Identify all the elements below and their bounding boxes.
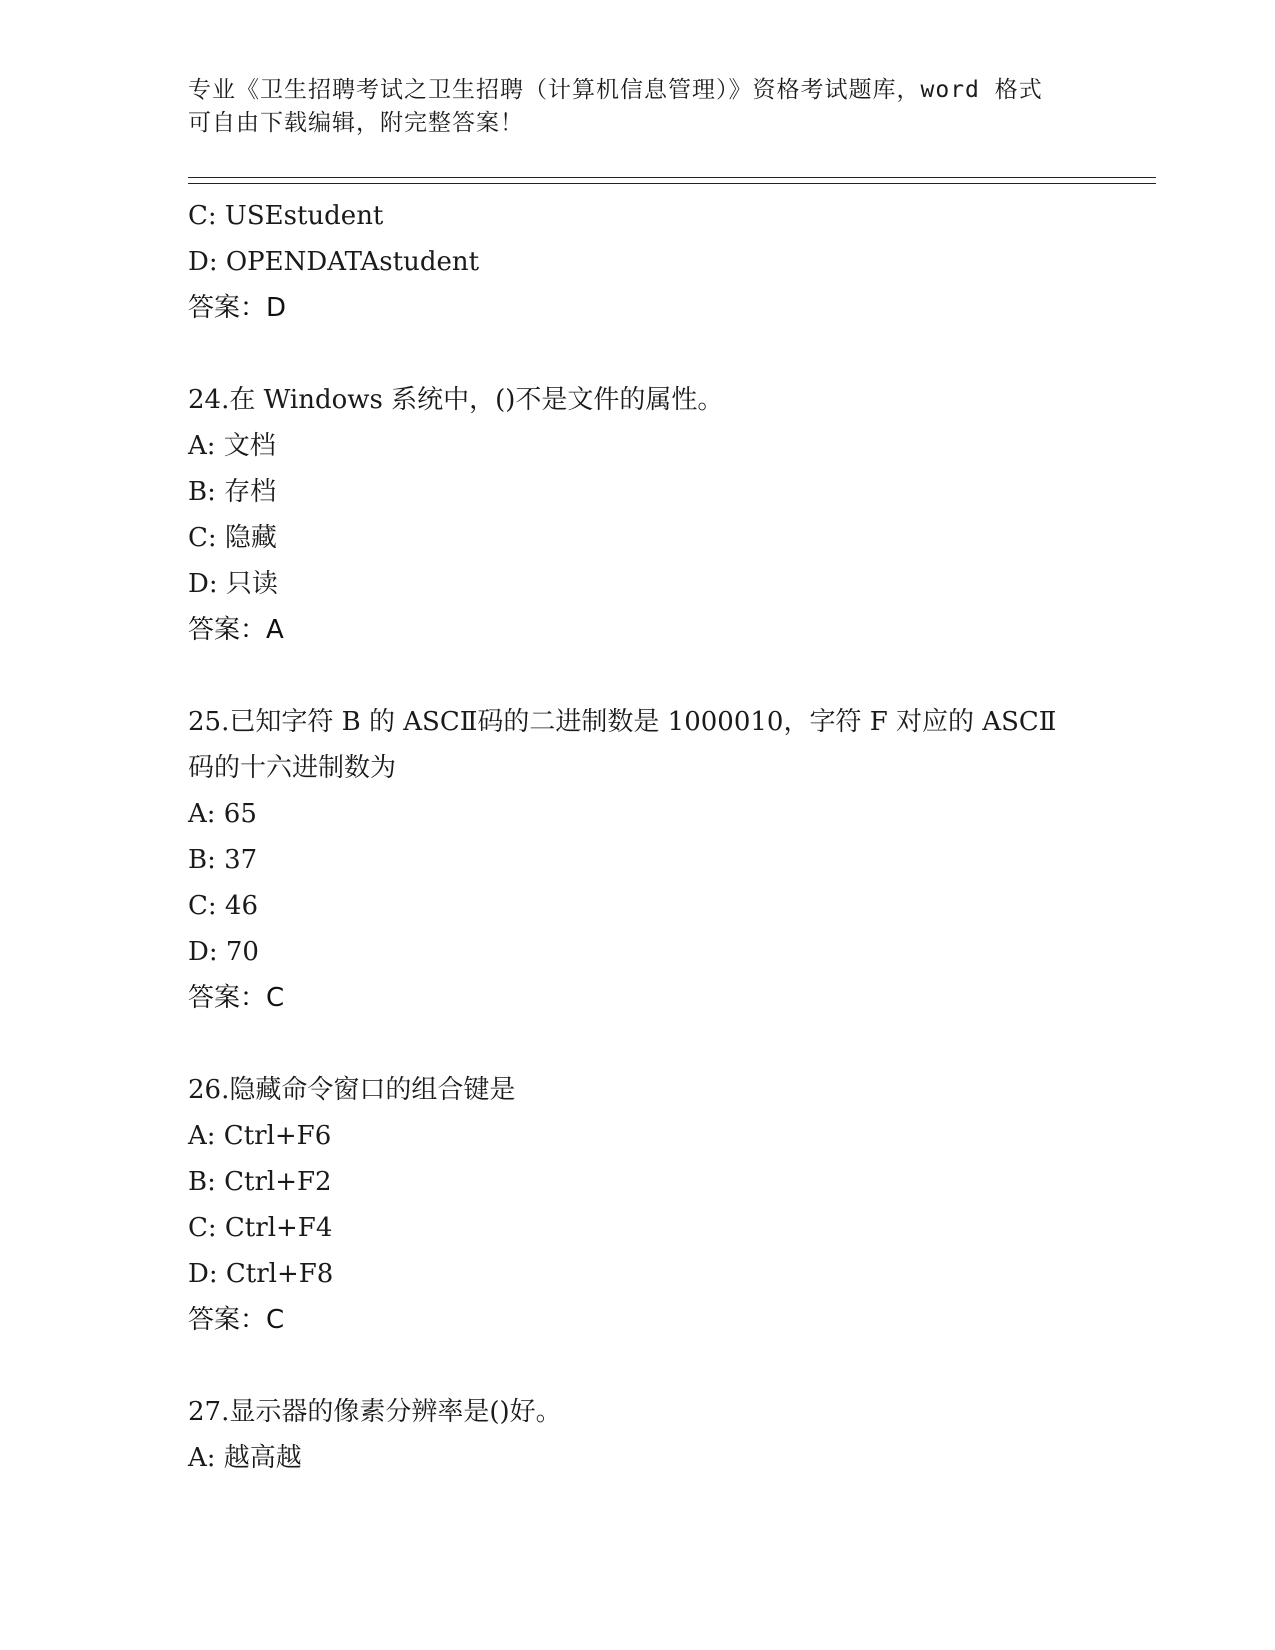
option-a: A: Ctrl+F6 [188,1121,332,1151]
header-divider-bottom [188,183,1156,184]
question-block-24 [188,377,1148,653]
option-b: B: Ctrl+F2 [188,1167,332,1197]
option-c: C: USEstudent [188,201,384,231]
option-c: C: 隐藏 [188,523,277,553]
option-a: A: 越高越 [188,1443,302,1473]
spacer [188,1343,1148,1389]
answer-line: 答案：A [188,615,284,645]
option-c: C: Ctrl+F4 [188,1213,333,1243]
header-line-2: 可自由下载编辑，附完整答案！ [188,110,524,136]
question-block-23 [188,193,1148,331]
option-d: D: OPENDATAstudent [188,247,480,277]
option-d: D: 70 [188,937,259,967]
header-divider-top [188,177,1156,178]
answer-line: 答案：D [188,293,287,323]
spacer [188,1021,1148,1067]
question-block-27 [188,1389,1148,1481]
question-stem: 27.显示器的像素分辨率是()好。 [188,1397,562,1427]
option-d: D: 只读 [188,569,278,599]
answer-line: 答案：C [188,1305,285,1335]
option-d: D: Ctrl+F8 [188,1259,334,1289]
document-header [188,74,1088,140]
question-stem: 26.隐藏命令窗口的组合键是 [188,1075,516,1105]
header-line-1: 专业《卫生招聘考试之卫生招聘（计算机信息管理）》资格考试题库，word 格式 [188,77,1043,103]
question-stem: 25.已知字符 B 的 ASCⅡ码的二进制数是 1000010，字符 F 对应的 ASCⅡ [188,707,1057,737]
option-b: B: 存档 [188,477,277,507]
option-c: C: 46 [188,891,259,921]
question-block-25 [188,699,1148,1021]
option-a: A: 65 [188,799,257,829]
question-stem: 24.在 Windows 系统中，()不是文件的属性。 [188,385,724,415]
option-b: B: 37 [188,845,258,875]
question-list [188,193,1148,1481]
spacer [188,331,1148,377]
answer-line: 答案：C [188,983,285,1013]
option-a: A: 文档 [188,431,276,461]
question-stem-continued: 码的十六进制数为 [188,753,397,783]
question-block-26 [188,1067,1148,1343]
spacer [188,653,1148,699]
